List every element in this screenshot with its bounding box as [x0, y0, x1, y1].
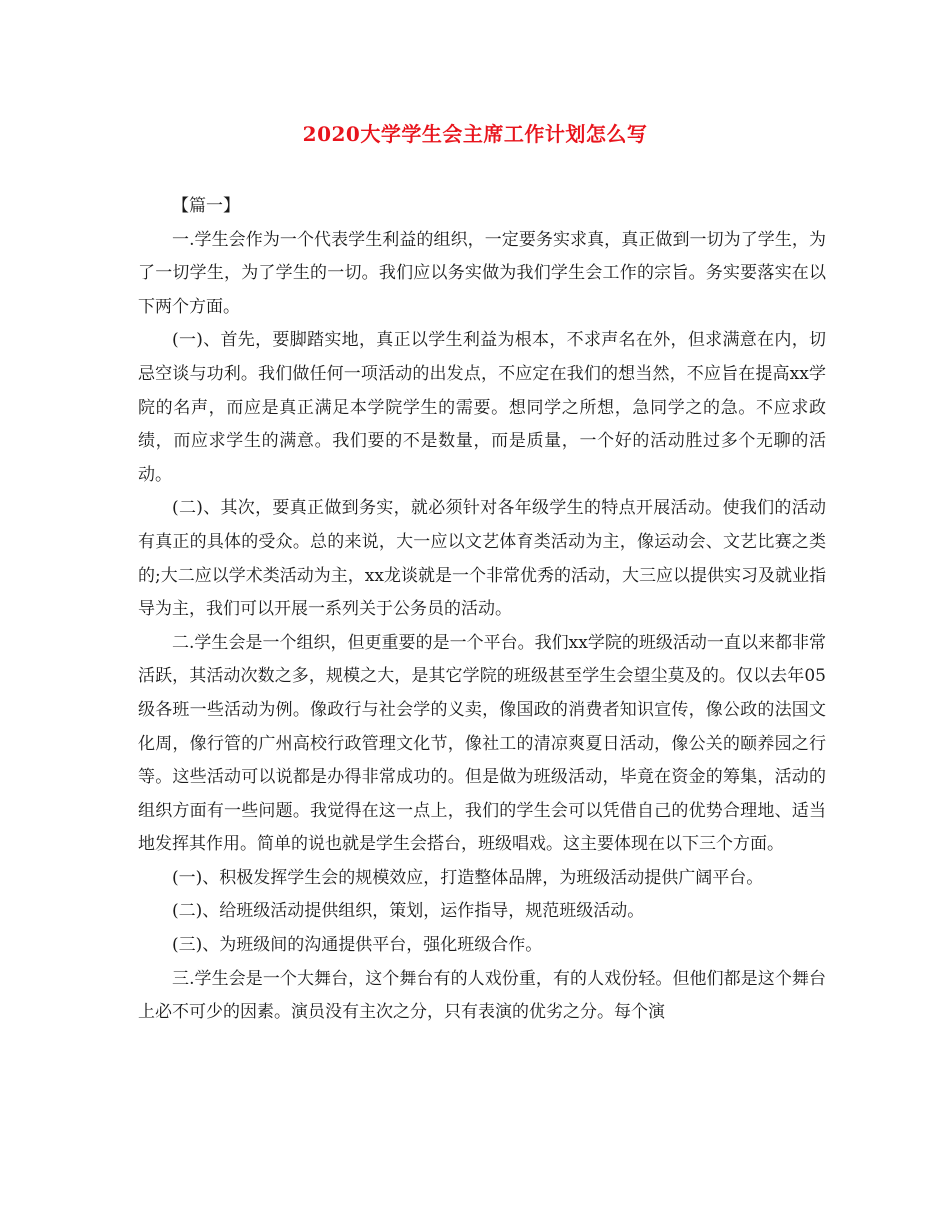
- document-title: 2020大学学生会主席工作计划怎么写: [302, 122, 648, 146]
- paragraph-6: (二)、给班级活动提供组织，策划，运作指导，规范班级活动。: [172, 901, 645, 922]
- paragraph-7: (三)、为班级间的沟通提供平台，强化班级合作。: [172, 935, 543, 956]
- paragraph-1: 一.学生会作为一个代表学生利益的组织，一定要务实求真，真正做到一切为了学生，为了一切学生，为了学生的一切。我们应以务实做为我们学生会工作的宗旨。务实要落实在以下两个方面。: [138, 229, 826, 317]
- section-heading: 【篇一】: [172, 196, 240, 216]
- paragraph-2: (一)、首先，要脚踏实地，真正以学生利益为根本，不求声名在外，但求满意在内，切忌空谈与功利。我们做任何一项活动的出发点，不应定在我们的想当然，不应旨在提高xx学院的名声，而应是真正满足本学院学生的需要。想同学之所想，急同学之的急。不应求政绩，而应求学生的满意。我们要的不是数量，而是质量，一个好的活动胜过多个无聊的活动。: [138, 330, 826, 485]
- paragraph-3: (二)、其次，要真正做到务实，就必须针对各年级学生的特点开展活动。使我们的活动有真正的具体的受众。总的来说，大一应以文艺体育类活动为主，像运动会、文艺比赛之类的;大二应以学术类活动为主，xx龙谈就是一个非常优秀的活动，大三应以提供实习及就业指导为主，我们可以开展一系列关于公务员的活动。: [138, 498, 826, 620]
- paragraph-8: 三.学生会是一个大舞台，这个舞台有的人戏份重，有的人戏份轻。但他们都是这个舞台上必不可少的因素。演员没有主次之分，只有表演的优劣之分。每个演: [138, 968, 826, 1023]
- paragraph-4: 二.学生会是一个组织，但更重要的是一个平台。我们xx学院的班级活动一直以来都非常活跃，其活动次数之多，规模之大，是其它学院的班级甚至学生会望尘莫及的。仅以去年05级各班一些活动为例。像政行与社会学的义卖，像国政的消费者知识宣传，像公政的法国文化周，像行管的广州高校行政管理文化节，像社工的清凉爽夏日活动，像公关的颐养园之行等。这些活动可以说都是办得非常成功的。但是做为班级活动，毕竟在资金的筹集，活动的组织方面有一些问题。我觉得在这一点上，我们的学生会可以凭借自己的优势合理地、适当地发挥其作用。简单的说也就是学生会搭台，班级唱戏。这主要体现在以下三个方面。: [138, 632, 826, 855]
- document-body: [138, 190, 826, 1030]
- paragraph-5: (一)、积极发挥学生会的规模效应，打造整体品牌，为班级活动提供广阔平台。: [172, 867, 764, 888]
